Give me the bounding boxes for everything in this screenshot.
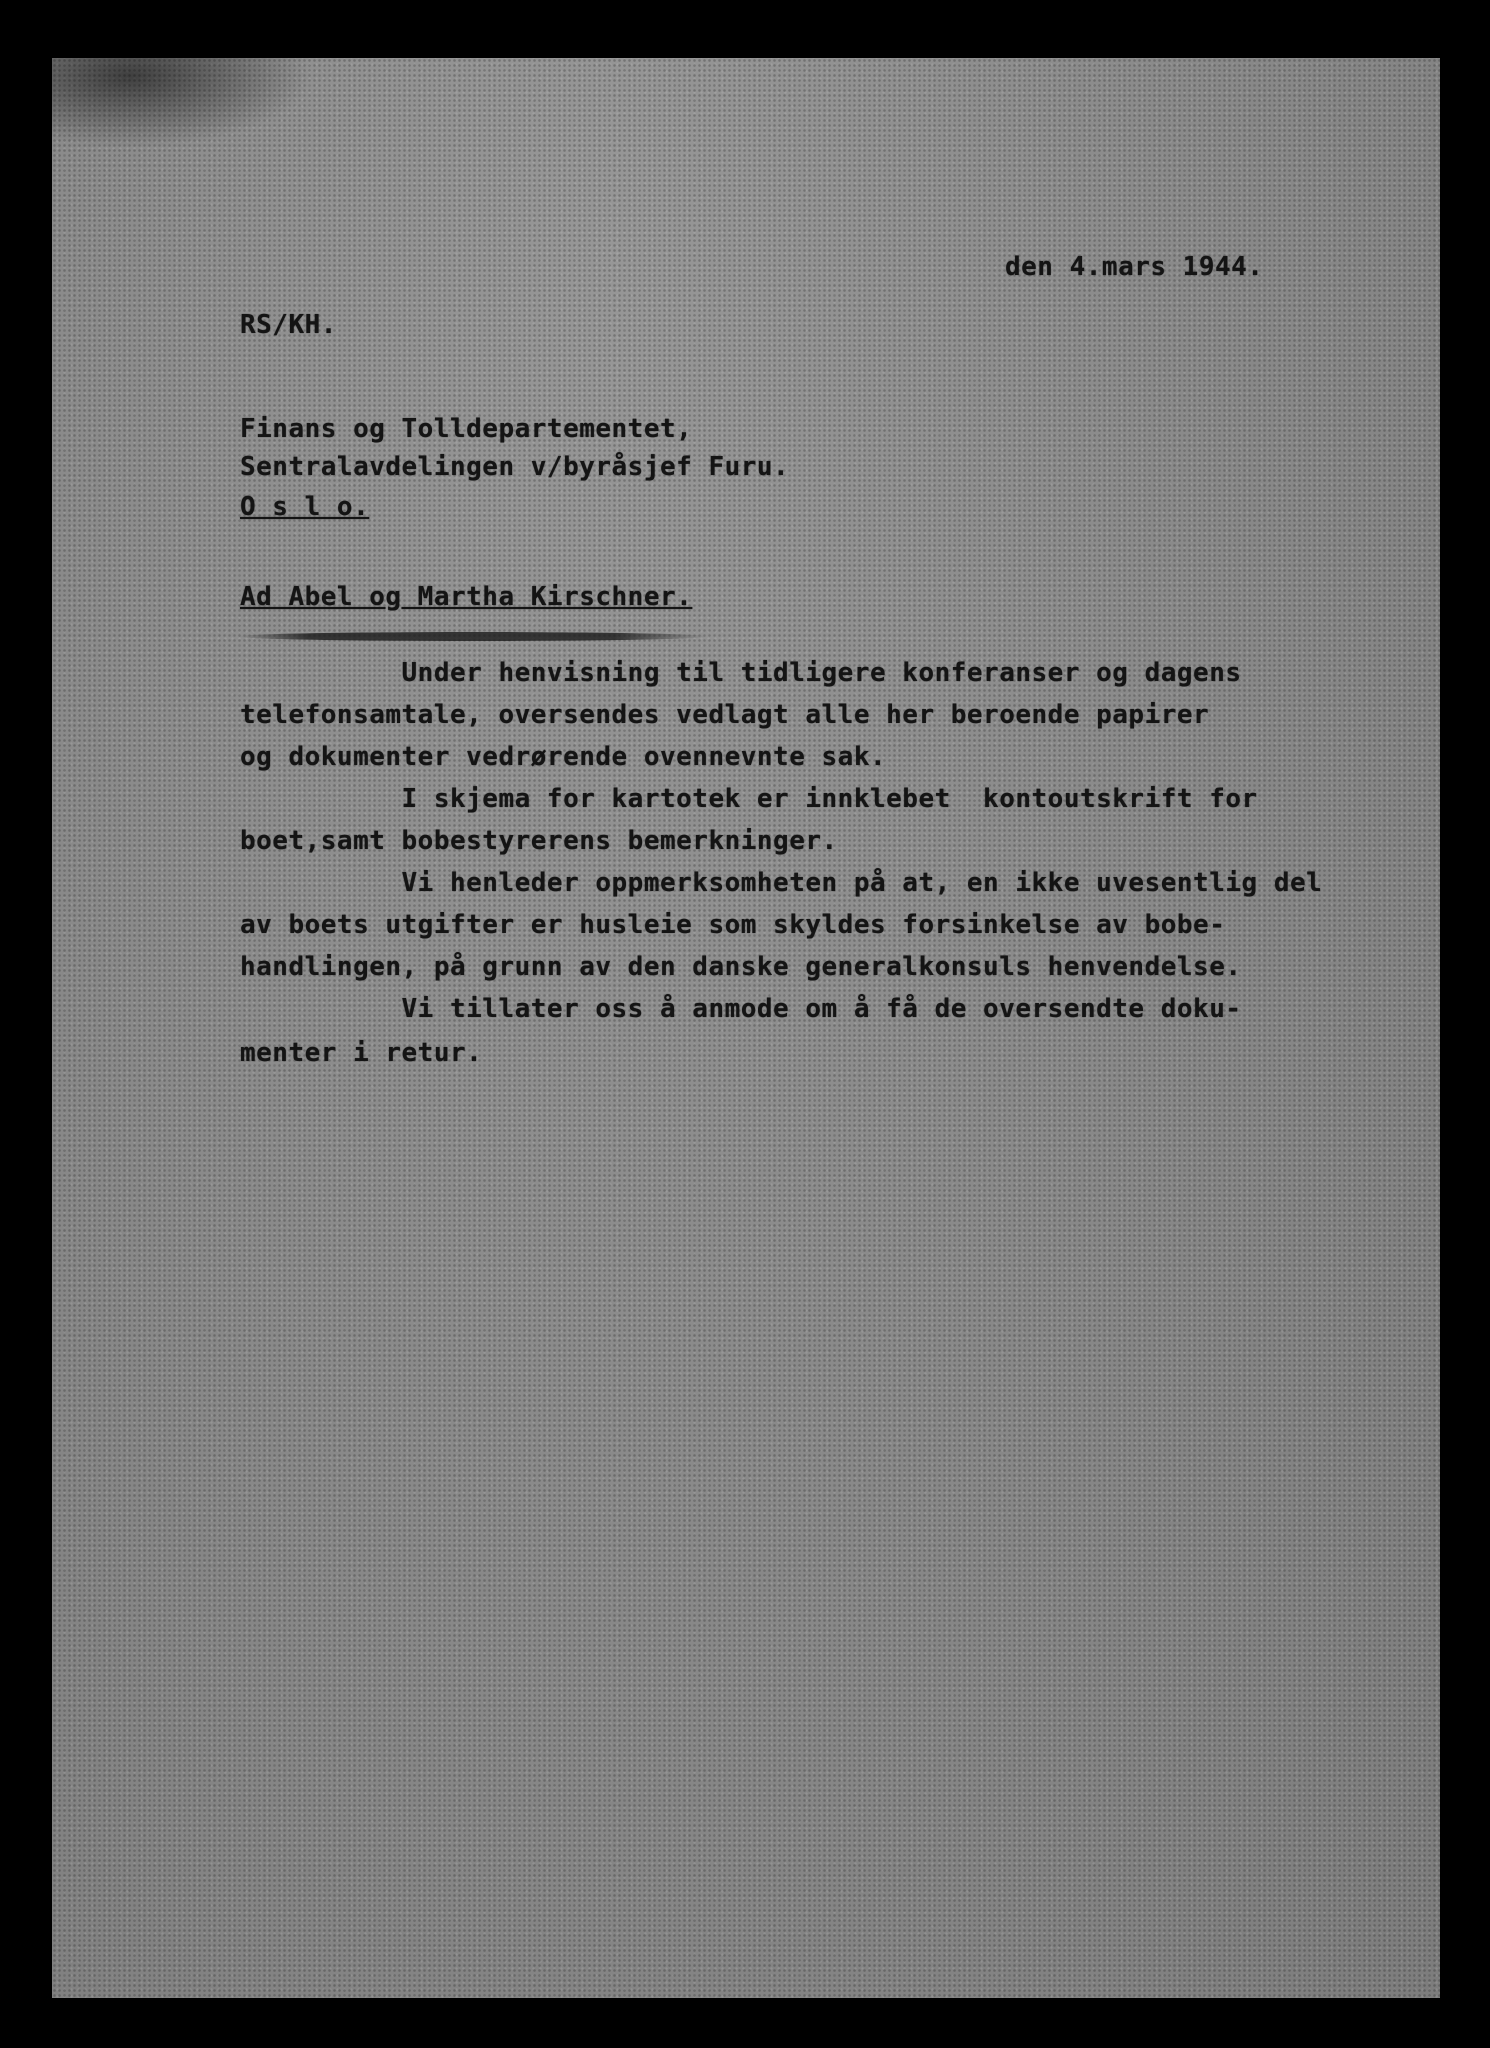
body-line: boet,samt bobestyrerens bemerkninger. [240, 826, 838, 856]
subject-underline-stroke [238, 632, 708, 641]
body-line: av boets utgifter er husleie som skyldes forsinkelse av bobe- [240, 910, 1226, 940]
recipient-line-2: Sentralavdelingen v/byråsjef Furu. [240, 452, 790, 482]
body-line: Under henvisning til tidligere konferanser og dagens [240, 658, 1242, 688]
recipient-city: O s l o. [240, 492, 370, 522]
document-page [52, 58, 1440, 1998]
body-line: I skjema for kartotek er innklebet kontoutskrift for [240, 784, 1258, 814]
body-line: Vi henleder oppmerksomheten på at, en ikke uvesentlig del [240, 868, 1323, 898]
body-line: telefonsamtale, oversendes vedlagt alle her beroende papirer [240, 700, 1210, 730]
body-line: Vi tillater oss å anmode om å få de oversendte doku- [240, 994, 1242, 1024]
body-line: menter i retur. [240, 1038, 483, 1068]
recipient-line-1: Finans og Tolldepartementet, [240, 414, 693, 444]
subject-line: Ad Abel og Martha Kirschner. [240, 582, 693, 612]
body-line: handlingen, på grunn av den danske generalkonsuls henvendelse. [240, 952, 1242, 982]
letter-date: den 4.mars 1944. [1005, 252, 1264, 282]
reference-code: RS/KH. [240, 310, 337, 340]
ink-smudge [52, 58, 312, 148]
body-line: og dokumenter vedrørende ovennevnte sak. [240, 742, 887, 772]
